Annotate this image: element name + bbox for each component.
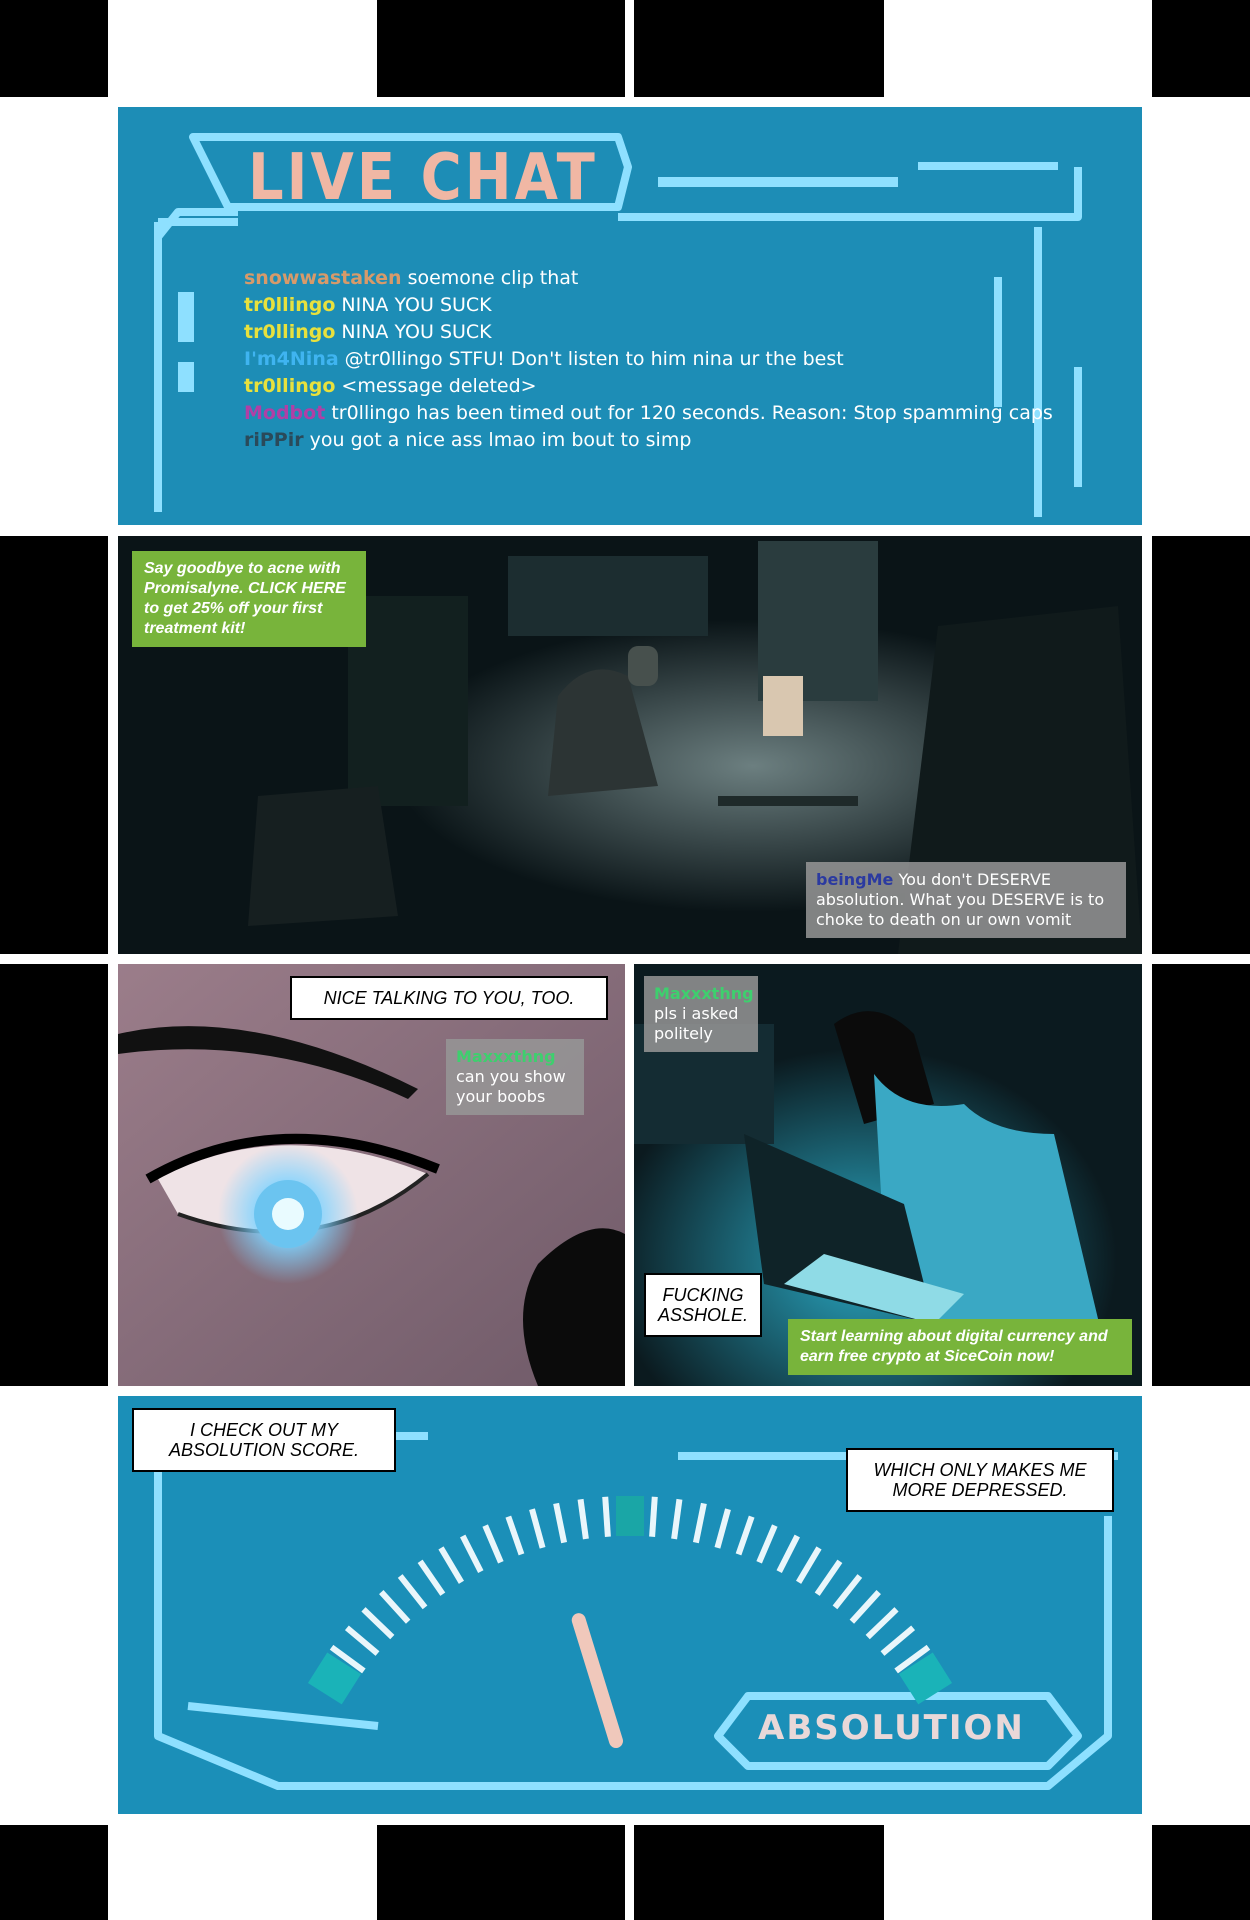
chat-message: [244, 346, 1053, 373]
chat-text: <message deleted>: [341, 375, 537, 397]
gauge-tick: [835, 1576, 860, 1607]
gauge-tick: [381, 1592, 408, 1622]
caption-nice-talking: NICE TALKING TO YOU, TOO.: [290, 976, 608, 1020]
gauge-tick: [909, 1668, 943, 1689]
gauge-tick: [556, 1503, 564, 1542]
gauge-tick: [318, 1668, 352, 1689]
chat-username[interactable]: tr0llingo: [244, 294, 336, 316]
chat-username[interactable]: tr0llingo: [244, 321, 336, 343]
edge-block: [1152, 536, 1250, 954]
edge-block: [1152, 964, 1250, 1386]
room-panel: [118, 536, 1142, 954]
comment-text: You don't DESERVE absolution. What you DESERVE is to choke to death on ur own vomit: [816, 870, 1105, 929]
comment-text: pls i asked politely: [654, 1004, 739, 1043]
chat-text: you got a nice ass lmao im bout to simp: [309, 429, 692, 451]
absolution-gauge-panel: [118, 1396, 1142, 1814]
gauge-ticks: [318, 1496, 943, 1689]
comment-username: Maxxxthng: [456, 1047, 556, 1066]
gauge-tick: [652, 1497, 655, 1537]
chat-message: [244, 373, 1053, 400]
gauge-tick: [852, 1592, 879, 1622]
chat-username[interactable]: riPPir: [244, 429, 304, 451]
chat-text: NINA YOU SUCK: [341, 294, 492, 316]
eye-panel: [118, 964, 625, 1386]
gauge-tick: [674, 1499, 679, 1539]
chat-message: [244, 319, 1053, 346]
chat-message: [244, 265, 1053, 292]
comment-username: beingMe: [816, 870, 894, 889]
live-chat-panel: [118, 107, 1142, 525]
chat-message: [244, 292, 1053, 319]
chat-message: [244, 400, 1053, 427]
edge-block: [634, 0, 884, 97]
edge-block: [0, 964, 108, 1386]
gauge-tick: [868, 1609, 897, 1637]
chat-username[interactable]: tr0llingo: [244, 375, 336, 397]
edge-block: [1152, 1825, 1250, 1920]
live-chat-title: LIVE CHAT: [248, 140, 598, 215]
gauge-tick: [779, 1536, 797, 1572]
chat-log: [244, 265, 1053, 454]
gauge-tick: [717, 1509, 728, 1548]
gauge-tick: [799, 1548, 819, 1582]
chat-comment-maxxxthng: [446, 1039, 584, 1115]
gauge-tick: [739, 1517, 752, 1555]
gauge-tick: [882, 1628, 913, 1654]
gauge-label: ABSOLUTION: [758, 1708, 1025, 1748]
chat-text: tr0llingo has been timed out for 120 seconds. Reason: Stop spamming caps: [331, 402, 1053, 424]
chat-text: @tr0llingo STFU! Don't listen to him nina ur the best: [344, 348, 844, 370]
gauge-tick: [605, 1497, 608, 1537]
chat-username[interactable]: I'm4Nina: [244, 348, 339, 370]
edge-block: [1152, 0, 1250, 97]
caption-check-score: I CHECK OUT MY ABSOLUTION SCORE.: [132, 1408, 396, 1472]
gauge-needle: [579, 1620, 616, 1741]
chat-text: soemone clip that: [407, 267, 579, 289]
gauge-tick: [463, 1536, 481, 1572]
chat-message: [244, 427, 1053, 454]
caption-more-depressed: WHICH ONLY MAKES ME MORE DEPRESSED.: [846, 1448, 1114, 1512]
chat-comment-maxxxthng-2: [644, 976, 758, 1052]
chat-comment-beingme: [806, 862, 1126, 938]
crypto-ad-banner[interactable]: Start learning about digital currency and earn free crypto at SiceCoin now!: [788, 1319, 1132, 1375]
gauge-tick: [817, 1561, 840, 1594]
gauge-tick: [441, 1548, 461, 1582]
gauge-tick: [363, 1609, 392, 1637]
chat-username[interactable]: Modbot: [244, 402, 326, 424]
acne-ad-banner[interactable]: Say goodbye to acne with Promisalyne. CLICK HERE to get 25% off your first treatment kit!: [132, 551, 366, 647]
gauge-tick: [581, 1499, 586, 1539]
eye-illustration: [118, 964, 625, 1386]
gauge-tick: [347, 1628, 378, 1654]
gauge-tick: [696, 1503, 704, 1542]
edge-block: [0, 0, 108, 97]
gauge-tick: [532, 1509, 543, 1548]
gauge-tick: [508, 1517, 521, 1555]
comment-username: Maxxxthng: [654, 984, 754, 1003]
laptop-panel: [634, 964, 1142, 1386]
edge-block: [377, 1825, 625, 1920]
gauge-tick: [400, 1576, 425, 1607]
gauge-tick: [420, 1561, 443, 1594]
edge-block: [634, 1825, 884, 1920]
edge-block: [0, 1825, 108, 1920]
chat-username[interactable]: snowwastaken: [244, 267, 402, 289]
caption-fucking-asshole: FUCKING ASSHOLE.: [644, 1273, 762, 1337]
comment-text: can you show your boobs: [456, 1067, 566, 1106]
edge-block: [377, 0, 625, 97]
gauge-tick: [759, 1526, 775, 1563]
gauge-tick: [485, 1526, 501, 1563]
edge-block: [0, 536, 108, 954]
chat-text: NINA YOU SUCK: [341, 321, 492, 343]
